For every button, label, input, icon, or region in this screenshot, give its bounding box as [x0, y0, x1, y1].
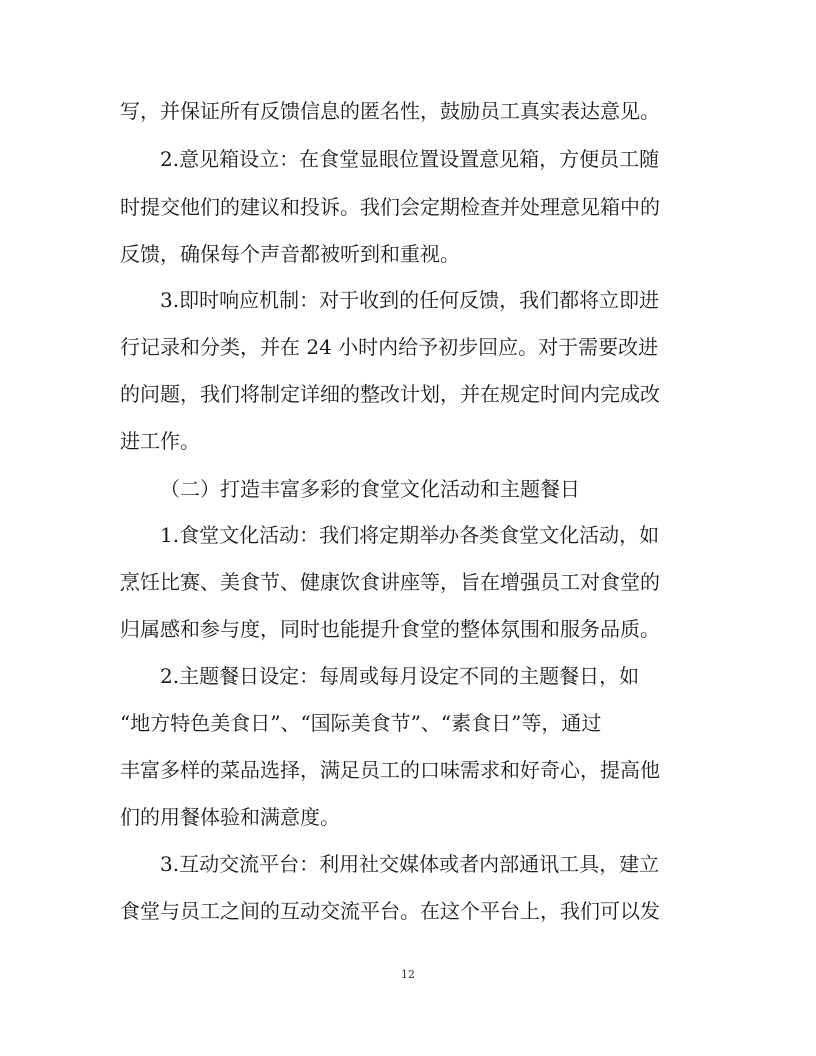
- text-line: [0, 471, 816, 507]
- page-number: 12: [401, 968, 415, 981]
- paragraph-text: 3.互动交流平台：利用社交媒体或者内部通讯工具，建立: [160, 852, 660, 876]
- section-heading: （二）打造丰富多彩的食堂文化活动和主题餐日: [160, 477, 580, 501]
- paragraph-text: 行记录和分类，并在 24 小时内给予初步回应。对于需要改进: [120, 335, 659, 359]
- paragraph-text: 们的用餐体验和满意度。: [120, 805, 340, 829]
- paragraph-text: 进工作。: [120, 429, 200, 453]
- paragraph-text: 归属感和参与度，同时也能提升食堂的整体氛围和服务品质。: [120, 617, 660, 641]
- paragraph-text: 2.意见箱设立：在食堂显眼位置设置意见箱，方便员工随: [160, 147, 660, 171]
- text-line: [0, 705, 816, 741]
- paragraph-text: 3.即时响应机制：对于收到的任何反馈，我们都将立即进: [160, 288, 660, 312]
- text-line: [0, 93, 816, 129]
- paragraph-text: 写，并保证所有反馈信息的匿名性，鼓励员工真实表达意见。: [120, 99, 660, 123]
- paragraph-text: 的问题，我们将制定详细的整改计划，并在规定时间内完成改: [120, 382, 660, 406]
- text-line: [0, 893, 816, 929]
- text-line: [0, 517, 816, 553]
- paragraph-text: 反馈，确保每个声音都被听到和重视。: [120, 242, 460, 266]
- paragraph-text: 烹饪比赛、美食节、健康饮食讲座等，旨在增强员工对食堂的: [120, 570, 660, 594]
- text-line: [0, 846, 816, 882]
- text-line: [0, 329, 816, 365]
- paragraph-text: 1.食堂文化活动：我们将定期举办各类食堂文化活动，如: [160, 523, 660, 547]
- text-line: [0, 752, 816, 788]
- text-line: [0, 564, 816, 600]
- text-line: [0, 141, 816, 177]
- paragraph-text: 时提交他们的建议和投诉。我们会定期检查并处理意见箱中的: [120, 195, 660, 219]
- text-line: [0, 376, 816, 412]
- text-line: [0, 423, 816, 459]
- paragraph-text: “地方特色美食日”、“国际美食节”、“素食日”等，通过: [120, 711, 602, 735]
- text-line: [0, 189, 816, 225]
- paragraph-text: 2.主题餐日设定：每周或每月设定不同的主题餐日，如: [160, 664, 640, 688]
- text-line: [0, 611, 816, 647]
- paragraph-text: 食堂与员工之间的互动交流平台。在这个平台上，我们可以发: [120, 899, 660, 923]
- text-line: [0, 658, 816, 694]
- paragraph-text: 丰富多样的菜品选择，满足员工的口味需求和好奇心，提高他: [120, 758, 660, 782]
- text-line: [0, 282, 816, 318]
- text-line: [0, 799, 816, 835]
- text-line: [0, 236, 816, 272]
